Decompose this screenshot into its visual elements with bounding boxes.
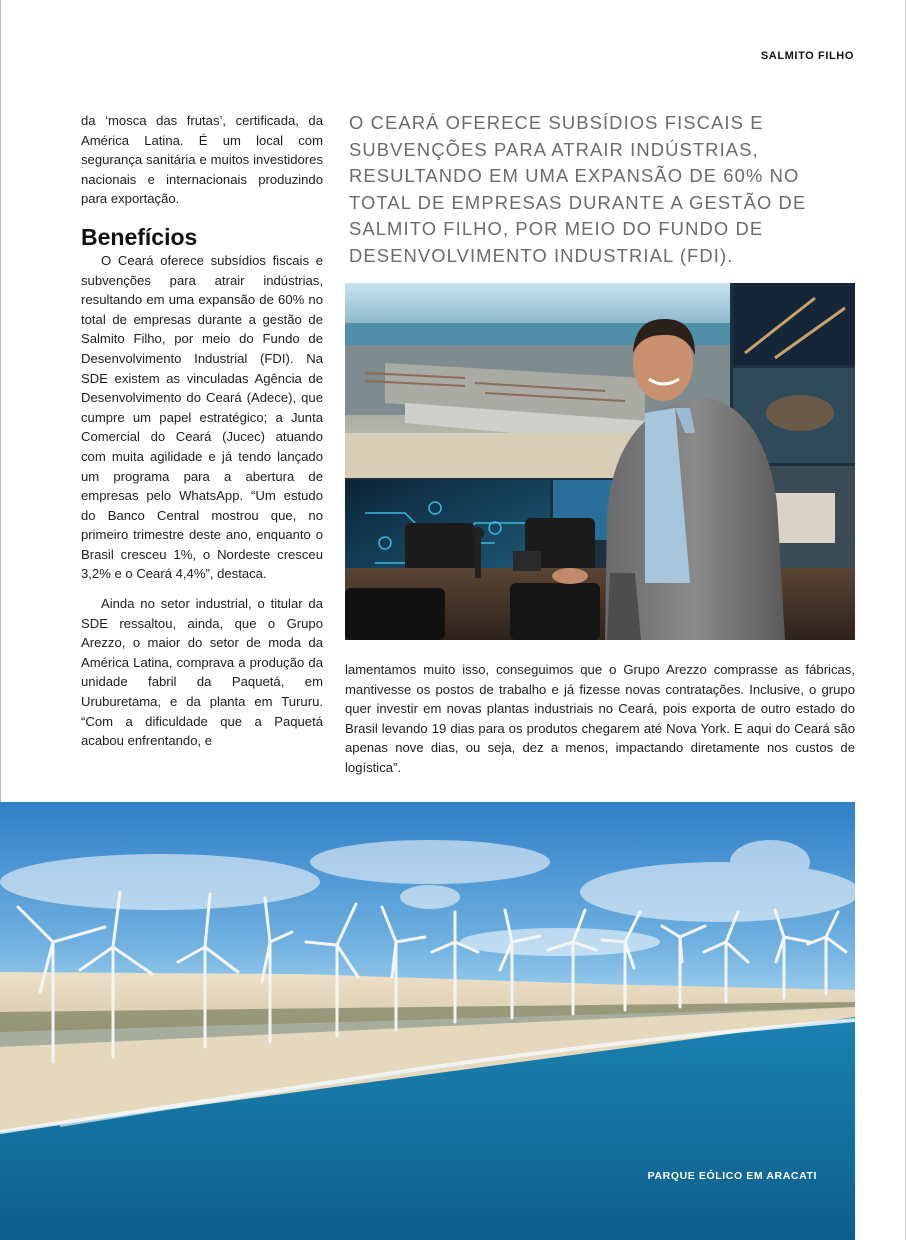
left-paragraph-1: da ‘mosca das frutas’, certificada, da América Latina. É um local com segurança sanitária e muitos investidores nacionais e internacionais produzindo para exportação. [81,113,323,207]
left-paragraph-3: Ainda no setor industrial, o titular da SDE ressaltou, ainda, que o Grupo Arezzo, o maior do setor de moda da América Latina, comprava a produção da unidade fabril da Paquetá, em Uruburetama, e da planta em Tururu. “Com a dificuldade que a Paquetá acabou enfrentando, e [81,596,323,749]
left-column [81,111,323,751]
page-edge-left [0,0,1,802]
left-paragraph-2: O Ceará oferece subsídios fiscais e subvenções para atrair indústrias, resultando em uma expansão de 60% no total de empresas durante a gestão de Salmito Filho, por meio do Fundo de Desenvolvimento Industrial (FDI). Na SDE existem as vinculadas Agência de Desenvolvimento do Ceará (Adece), que cumpre um papel estratégico; a Junta Comercial do Ceará (Jucec) atuando com muita agilidade e já tendo lançado um programa para a abertura de empresas pelo WhatsApp. “Um estudo do Banco Central mostrou que, no primeiro trimestre deste ano, enquanto o Brasil cresceu 1%, o Nordeste cresceu 3,2% e o Ceará 4,4%”, destaca. [81,252,323,582]
wind-farm-photo [0,802,855,1240]
right-column [345,660,855,778]
portrait-collage-photo [345,283,855,640]
photo-caption: PARQUE EÓLICO EM ARACATI [647,1170,817,1182]
running-head: SALMITO FILHO [760,50,854,62]
portrait-collage-illustration [345,283,855,640]
pull-quote: O CEARÁ OFERECE SUBSÍDIOS FISCAIS E SUBVENÇÕES PARA ATRAIR INDÚSTRIAS, RESULTANDO EM UMA EXPANSÃO DE 60% NO TOTAL DE EMPRESAS DURANTE A GESTÃO DE SALMITO FILHO, POR MEIO DO FUNDO DE DESENVOLVIMENTO INDUSTRIAL (FDI). [349,112,807,266]
right-paragraph-1: lamentamos muito isso, conseguimos que o Grupo Arezzo comprasse as fábricas, mantivesse os postos de trabalho e já fizesse novas contratações. Inclusive, o grupo quer investir em novas plantas industriais no Ceará, pois exporta de outro estado do Brasil levando 19 dias para os produtos chegarem até Nova York. E aqui do Ceará são apenas nove dias, ou seja, dez a menos, impactando diretamente nos custos de logística”. [345,662,855,775]
section-heading: Benefícios [81,223,198,250]
